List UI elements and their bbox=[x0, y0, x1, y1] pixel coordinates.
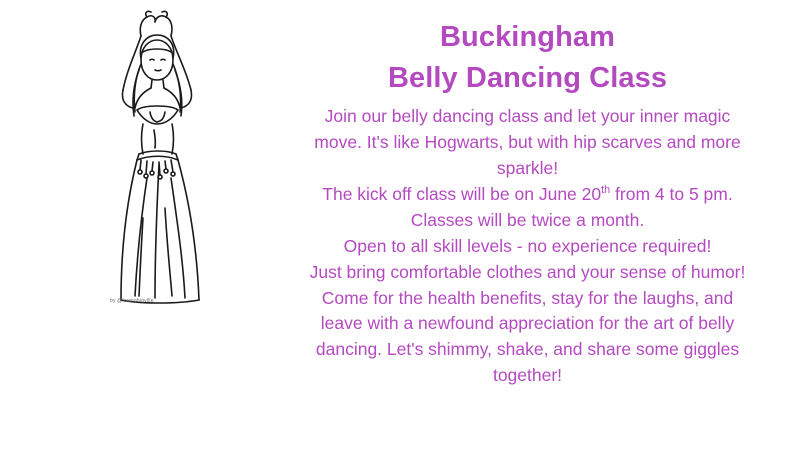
schedule-text-part2: from 4 to 5 pm. Classes will be twice a month. bbox=[410, 183, 733, 230]
flyer-paragraph-skill-levels: Open to all skill levels - no experience required! bbox=[343, 235, 712, 256]
flyer-body bbox=[300, 104, 755, 389]
flyer-paragraph-what-to-bring: Just bring comfortable clothes and your sense of humor! bbox=[309, 261, 746, 282]
flyer-text-content bbox=[300, 0, 785, 389]
flyer-paragraph-closing: Come for the health benefits, stay for the laughs, and leave with a newfound appreciation for the art of belly dancing. Let's shimmy, shake, and share some giggles together! bbox=[315, 287, 740, 386]
belly-dancer-illustration bbox=[0, 0, 300, 450]
flyer-paragraph-schedule bbox=[300, 182, 755, 234]
schedule-text-part1: The kick off class will be on June 20 bbox=[322, 183, 602, 204]
illustration-credit: by @lovingbigville bbox=[110, 298, 154, 304]
flyer-title-line-1: Buckingham bbox=[439, 21, 616, 53]
flyer-title-line-2: Belly Dancing Class bbox=[387, 62, 668, 95]
belly-dancer-line-art-icon bbox=[55, 8, 245, 308]
flyer-paragraph-intro: Join our belly dancing class and let your inner magic move. It's like Hogwarts, but with hip scarves and more sparkle! bbox=[314, 106, 741, 179]
date-ordinal-suffix: th bbox=[601, 184, 611, 197]
